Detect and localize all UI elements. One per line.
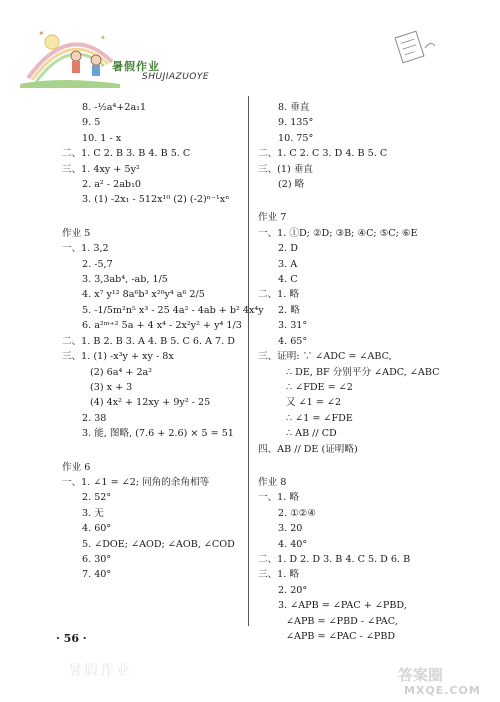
answer-line: 10. 1 - x bbox=[82, 132, 122, 144]
page-number: · 56 · bbox=[56, 632, 87, 645]
answer-line: 三、1. (1) -x³y + xy - 8x bbox=[62, 351, 174, 363]
answer-line: 3. (1) -2x₁ - 512x¹⁰ (2) (-2)ⁿ⁻¹xⁿ bbox=[82, 194, 230, 206]
left-answer-column bbox=[62, 100, 264, 583]
answer-line: 4. 40° bbox=[278, 538, 308, 550]
answer-line: (2) 6a⁴ + 2a² bbox=[90, 366, 153, 378]
section-heading: 作业 5 bbox=[62, 227, 91, 239]
spacer bbox=[62, 208, 242, 222]
answer-line: (3) x + 3 bbox=[90, 381, 133, 393]
answer-line: 2. ①②④ bbox=[278, 507, 317, 519]
svg-text:✦: ✦ bbox=[100, 34, 106, 42]
answer-line: 4. 65° bbox=[278, 335, 308, 347]
watermark-logo: 答案圈 bbox=[398, 666, 444, 684]
answer-line: ∴ ∠FDE = ∠2 bbox=[286, 381, 353, 393]
section-heading: 作业 8 bbox=[258, 476, 287, 488]
right-answer-column bbox=[258, 100, 468, 644]
answer-line: 3. 能, 图略, (7.6 + 2.6) × 5 = 51 bbox=[82, 428, 234, 440]
answer-line: 二、1. B 2. B 3. A 4. B 5. C 6. A 7. D bbox=[62, 335, 235, 347]
page-header bbox=[0, 0, 500, 90]
answer-line: 三、1. 略 bbox=[258, 569, 299, 581]
answer-line: ∴ ∠1 = ∠FDE bbox=[286, 412, 353, 424]
answer-line: 三、证明: ∵ ∠ADC = ∠ABC, bbox=[258, 351, 392, 363]
spacer bbox=[258, 457, 468, 471]
answer-line: 6. 30° bbox=[82, 553, 112, 565]
header-illustration-icon bbox=[0, 0, 500, 90]
answer-line: 二、1. C 2. C 3. D 4. B 5. C bbox=[258, 148, 388, 160]
answer-line: ∠APB = ∠PBD - ∠PAC, bbox=[286, 615, 398, 627]
answer-line: 一、1. 3,2 bbox=[62, 243, 109, 255]
answer-line: 2. 20° bbox=[278, 584, 308, 596]
answer-line: 二、1. D 2. D 3. B 4. C 5. D 6. B bbox=[258, 553, 411, 565]
answer-line: 5. ∠DOE; ∠AOD; ∠AOB, ∠COD bbox=[82, 538, 235, 550]
answer-line: 二、1. C 2. B 3. B 4. B 5. C bbox=[62, 148, 191, 160]
answer-line: 7. 40° bbox=[82, 569, 112, 581]
answer-line: 10. 75° bbox=[278, 132, 314, 144]
answer-line: ∴ AB // CD bbox=[286, 428, 337, 440]
answer-line: 又 ∠1 = ∠2 bbox=[286, 397, 342, 409]
answer-line: 9. 135° bbox=[278, 117, 314, 129]
answer-line: 6. a²ᵐ⁺² 5a + 4 x⁴ - 2x²y² + y⁴ 1/3 bbox=[82, 320, 242, 332]
column-divider bbox=[248, 96, 249, 626]
answer-line: (4) 4x² + 12xy + 9y² - 25 bbox=[90, 397, 211, 409]
answer-line: 2. 52° bbox=[82, 492, 112, 504]
answer-line: 3. A bbox=[278, 258, 298, 270]
spacer bbox=[258, 192, 468, 206]
answer-line: 2. -5,7 bbox=[82, 258, 113, 270]
answer-line: 8. -½a⁴+2a₁1 bbox=[82, 102, 147, 113]
answer-line: 2. D bbox=[278, 243, 298, 255]
answer-line: 3. 20 bbox=[278, 523, 303, 535]
answer-line: 5. -1/5m²n⁵ x³ - 25 4a² - 4ab + b² 4x⁴y bbox=[82, 304, 264, 316]
answer-line: 4. C bbox=[278, 274, 298, 286]
answer-line: 三、1. 4xy + 5y² bbox=[62, 163, 140, 175]
section-heading: 作业 6 bbox=[62, 461, 91, 473]
answer-line: 9. 5 bbox=[82, 117, 101, 129]
answer-line: ∠APB = ∠PAC - ∠PBD bbox=[286, 631, 396, 642]
watermark-left: 暑假作业 bbox=[68, 663, 132, 679]
answer-line: 4. x⁷ y¹² 8a⁶b³ x²⁰y⁴ a⁶ 2/5 bbox=[82, 289, 205, 301]
spacer bbox=[62, 442, 242, 456]
answer-line: 2. 略 bbox=[278, 304, 300, 316]
answer-line: 2. a² - 2ab₁0 bbox=[82, 179, 142, 191]
answer-line: 4. 60° bbox=[82, 523, 112, 535]
header-title: 暑假作业 bbox=[112, 60, 160, 73]
answer-line: 一、1. ①D; ②D; ③B; ④C; ⑤C; ⑥E bbox=[258, 227, 418, 239]
answer-line: 8. 垂直 bbox=[278, 102, 310, 113]
answer-line: 3. 31° bbox=[278, 320, 308, 332]
answer-line: 四、AB // DE (证明略) bbox=[258, 443, 358, 455]
answer-line: 一、1. 略 bbox=[258, 492, 299, 504]
answer-line: 三、(1) 垂直 bbox=[258, 163, 314, 175]
answer-line: 3. 3,3ab⁴, -ab, 1/5 bbox=[82, 274, 168, 286]
answer-line: (2) 略 bbox=[278, 179, 305, 191]
svg-text:✦: ✦ bbox=[38, 29, 45, 38]
answer-line: 一、1. ∠1 = ∠2; 同角的余角相等 bbox=[62, 476, 210, 488]
header-subtitle: SHUJIAZUOYE bbox=[142, 72, 210, 82]
answer-line: ∴ DE, BF 分别平分 ∠ADC, ∠ABC bbox=[286, 366, 440, 378]
answer-line: 3. ∠APB = ∠PAC + ∠PBD, bbox=[278, 600, 407, 612]
answer-line: 3. 无 bbox=[82, 507, 104, 519]
section-heading: 作业 7 bbox=[258, 212, 287, 224]
watermark-url: MXQE.COM bbox=[404, 684, 481, 697]
answer-line: 2. 38 bbox=[82, 412, 107, 424]
answer-line: 二、1. 略 bbox=[258, 289, 299, 301]
